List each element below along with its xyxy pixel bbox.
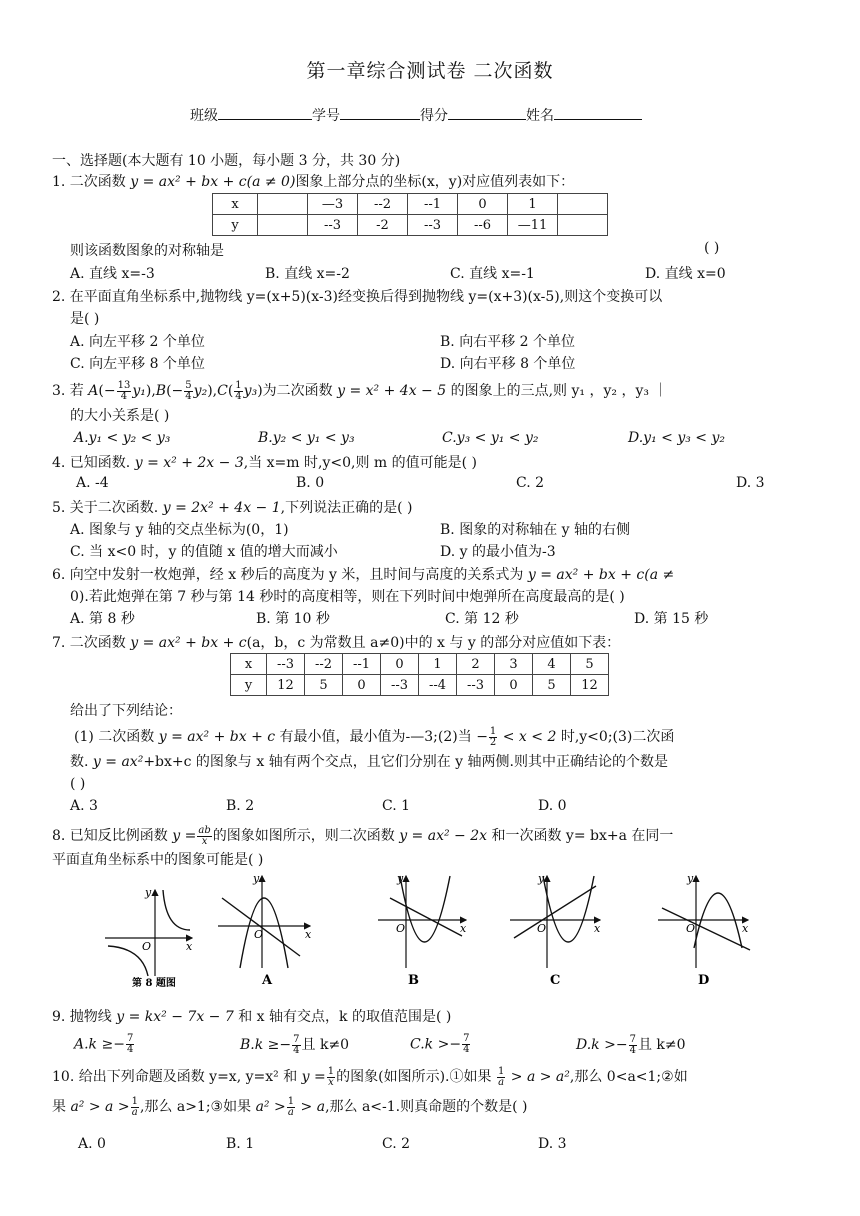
q3-option-a[interactable]: A.y₁ < y₂ < y₃ xyxy=(74,430,171,446)
q9-option-b[interactable]: B.k ≥− $\frac{7}{4}$ 且 k≠0 xyxy=(240,1033,350,1056)
question-10-stem-2: 果 a² > a > $\frac{1}{a}$ ,那么 a>1;③如果 a² > $\frac{1}{a}$ > a,那么 a<-1.则真命题的个数是( ) xyxy=(52,1095,528,1118)
q3-option-b[interactable]: B.y₂ < y₁ < y₃ xyxy=(258,430,355,446)
svg-text:x: x xyxy=(186,940,193,953)
q9-option-c[interactable]: C.k >− $\frac{7}{4}$ xyxy=(410,1033,470,1055)
table-row: x --3 --2 --1 0 1 2 3 4 5 xyxy=(231,654,609,675)
q6-option-a[interactable]: A. 第 8 秒 xyxy=(70,611,135,627)
question-7-table xyxy=(230,653,609,696)
question-7-stem: 7. 二次函数 y = ax² + bx + c(a，b，c 为常数且 a≠0)中的 x 与 y 的部分对应值如下表： xyxy=(52,635,621,651)
svg-text:y: y xyxy=(538,872,545,885)
score-label: 得分 xyxy=(420,108,448,124)
number-blank[interactable] xyxy=(340,106,420,120)
q5-option-b[interactable]: B. 图象的对称轴在 y 轴的右侧 xyxy=(440,522,630,538)
table-row: x —3 --2 --1 0 1 xyxy=(213,194,608,215)
q6-option-c[interactable]: C. 第 12 秒 xyxy=(445,611,519,627)
q1-option-d[interactable]: D. 直线 x=0 xyxy=(645,266,726,282)
question-3-stem-2: 的大小关系是( ) xyxy=(70,408,170,424)
figure-8-caption: 第 8 题图 xyxy=(132,978,176,988)
svg-text:x: x xyxy=(305,928,312,941)
question-9-stem: 9. 抛物线 y = kx² − 7x − 7 和 x 轴有交点，k 的取值范围是( ) xyxy=(52,1009,452,1025)
q4-option-c[interactable]: C. 2 xyxy=(516,475,545,491)
svg-text:O: O xyxy=(142,940,152,953)
q1-option-c[interactable]: C. 直线 x=-1 xyxy=(450,266,535,282)
q9-option-a[interactable]: A.k ≥− $\frac{7}{4}$ xyxy=(74,1033,134,1055)
question-2-stem: 2. 在平面直角坐标系中,抛物线 y=(x+5)(x-3)经变换后得到抛物线 y=(x+3)(x-5),则这个变换可以 xyxy=(52,289,663,305)
svg-text:y: y xyxy=(253,872,260,885)
q2-option-d[interactable]: D. 向右平移 8 个单位 xyxy=(440,356,576,372)
svg-text:O: O xyxy=(396,922,406,935)
svg-text:x: x xyxy=(594,922,601,935)
q7-option-d[interactable]: D. 0 xyxy=(538,798,567,814)
question-6-stem-2: 0).若此炮弹在第 7 秒与第 14 秒时的高度相等，则在下列时间中炮弹所在高度最高的是( ) xyxy=(70,589,625,605)
svg-text:O: O xyxy=(537,922,547,935)
question-6-stem: 6. 向空中发射一枚炮弹，经 x 秒后的高度为 y 米，且时间与高度的关系式为 y = ax² + bx + c(a ≠ xyxy=(52,567,675,583)
question-1-stem: 1. 二次函数 y = ax² + bx + c(a ≠ 0)图象上部分点的坐标(x，y)对应值列表如下： xyxy=(52,174,575,190)
q10-option-d[interactable]: D. 3 xyxy=(538,1136,567,1152)
q9-option-d[interactable]: D.k >− $\frac{7}{4}$ 且 k≠0 xyxy=(576,1033,686,1056)
question-1-ask: 则该函数图象的对称轴是 xyxy=(70,243,224,259)
svg-text:y: y xyxy=(687,872,694,885)
q4-option-a[interactable]: A. -4 xyxy=(76,475,109,491)
question-1-table xyxy=(212,193,608,236)
svg-text:y: y xyxy=(145,886,152,899)
q5-option-d[interactable]: D. y 的最小值为-3 xyxy=(440,544,556,560)
q6-option-d[interactable]: D. 第 15 秒 xyxy=(634,611,709,627)
question-8-stem: 8. 已知反比例函数 y = $\frac{ab}{x}$ 的图象如图所示，则二次函数 y = ax² − 2x 和一次函数 y= bx+a 在同一 xyxy=(52,824,674,847)
q2-option-c[interactable]: C. 向左平移 8 个单位 xyxy=(70,356,205,372)
q6-option-b[interactable]: B. 第 10 秒 xyxy=(256,611,330,627)
question-8-figures xyxy=(100,868,800,988)
table-row: y --3 -2 --3 --6 —11 xyxy=(213,215,608,236)
q7-option-a[interactable]: A. 3 xyxy=(70,798,98,814)
figure-8-option-b[interactable] xyxy=(378,872,467,988)
q7-option-b[interactable]: B. 2 xyxy=(226,798,255,814)
q1-option-b[interactable]: B. 直线 x=-2 xyxy=(265,266,350,282)
figure-8-option-a[interactable] xyxy=(218,872,312,988)
question-8-stem-2: 平面直角坐标系中的图象可能是( ) xyxy=(52,852,264,868)
section-heading: 一、选择题(本大题有 10 小题，每小题 3 分，共 30 分) xyxy=(52,153,401,169)
figure-8-option-d[interactable] xyxy=(658,872,750,988)
figure-8-option-c[interactable] xyxy=(510,872,601,988)
q10-option-b[interactable]: B. 1 xyxy=(226,1136,255,1152)
svg-text:x: x xyxy=(460,922,467,935)
q5-option-c[interactable]: C. 当 x<0 时，y 的值随 x 值的增大而减小 xyxy=(70,544,338,560)
svg-text:y: y xyxy=(397,872,404,885)
option-b-label: B xyxy=(408,973,419,988)
q7-option-c[interactable]: C. 1 xyxy=(382,798,411,814)
question-7-paren: ( ) xyxy=(70,776,86,792)
option-a-label: A xyxy=(262,973,273,988)
question-10-stem: 10. 给出下列命题及函数 y=x, y=x² 和 y = $\frac{1}{x}$ 的图象(如图所示).①如果 $\frac{1}{a}$ > a > a²,那么 0<a<1;②如 xyxy=(52,1065,688,1088)
question-7-conclusion-3: 数. y = ax²+bx+c 的图象与 x 轴有两个交点，且它们分别在 y 轴两侧.则其中正确结论的个数是 xyxy=(70,754,668,770)
q10-option-c[interactable]: C. 2 xyxy=(382,1136,411,1152)
question-5-stem: 5. 关于二次函数. y = 2x² + 4x − 1,下列说法正确的是( ) xyxy=(52,500,413,516)
svg-text:x: x xyxy=(742,922,749,935)
q2-option-a[interactable]: A. 向左平移 2 个单位 xyxy=(70,334,205,350)
figure-8-main xyxy=(105,886,193,988)
q4-option-b[interactable]: B. 0 xyxy=(296,475,325,491)
svg-text:O: O xyxy=(686,922,696,935)
svg-text:O: O xyxy=(254,928,264,941)
question-4-stem: 4. 已知函数. y = x² + 2x − 3,当 x=m 时,y<0,则 m 的值可能是( ) xyxy=(52,455,477,471)
option-c-label: C xyxy=(550,973,561,988)
score-blank[interactable] xyxy=(448,106,526,120)
q2-option-b[interactable]: B. 向右平移 2 个单位 xyxy=(440,334,575,350)
question-7-conclusion-1: (1) 二次函数 y = ax² + bx + c 有最小值，最小值为-—3;(2)当 − $\frac{1}{2}$ < x < 2 时,y<0;(3)二次函 xyxy=(74,725,675,748)
question-3-stem: 3. 若 A(− $\frac{13}{4}$ y₁),B(− $\frac{5}{4}$ y₂),C( $\frac{1}{4}$ y₃)为二次函数 y = x² + 4x − 5 的图象上的三点,则 y₁ ，y₂ ，y₃ ｜ xyxy=(52,379,668,402)
number-label: 学号 xyxy=(312,108,340,124)
q1-option-a[interactable]: A. 直线 x=-3 xyxy=(70,266,155,282)
option-d-label: D xyxy=(698,973,710,988)
q10-option-a[interactable]: A. 0 xyxy=(78,1136,106,1152)
name-blank[interactable] xyxy=(554,106,642,120)
q3-option-d[interactable]: D.y₁ < y₃ < y₂ xyxy=(628,430,726,446)
page-title: 第一章综合测试卷 二次函数 xyxy=(306,60,554,82)
q3-option-c[interactable]: C.y₃ < y₁ < y₂ xyxy=(442,430,539,446)
question-7-given: 给出了下列结论： xyxy=(70,703,182,719)
class-label: 班级 xyxy=(190,108,218,124)
question-2-stem-2: 是( ) xyxy=(70,311,100,327)
name-label: 姓名 xyxy=(526,108,554,124)
q5-option-a[interactable]: A. 图象与 y 轴的交点坐标为(0，1) xyxy=(70,522,289,538)
student-info-line xyxy=(190,105,642,125)
table-row: y 12 5 0 --3 --4 --3 0 5 12 xyxy=(231,675,609,696)
question-1-paren: ( ) xyxy=(704,240,720,256)
class-blank[interactable] xyxy=(218,106,312,120)
q4-option-d[interactable]: D. 3 xyxy=(736,475,765,491)
